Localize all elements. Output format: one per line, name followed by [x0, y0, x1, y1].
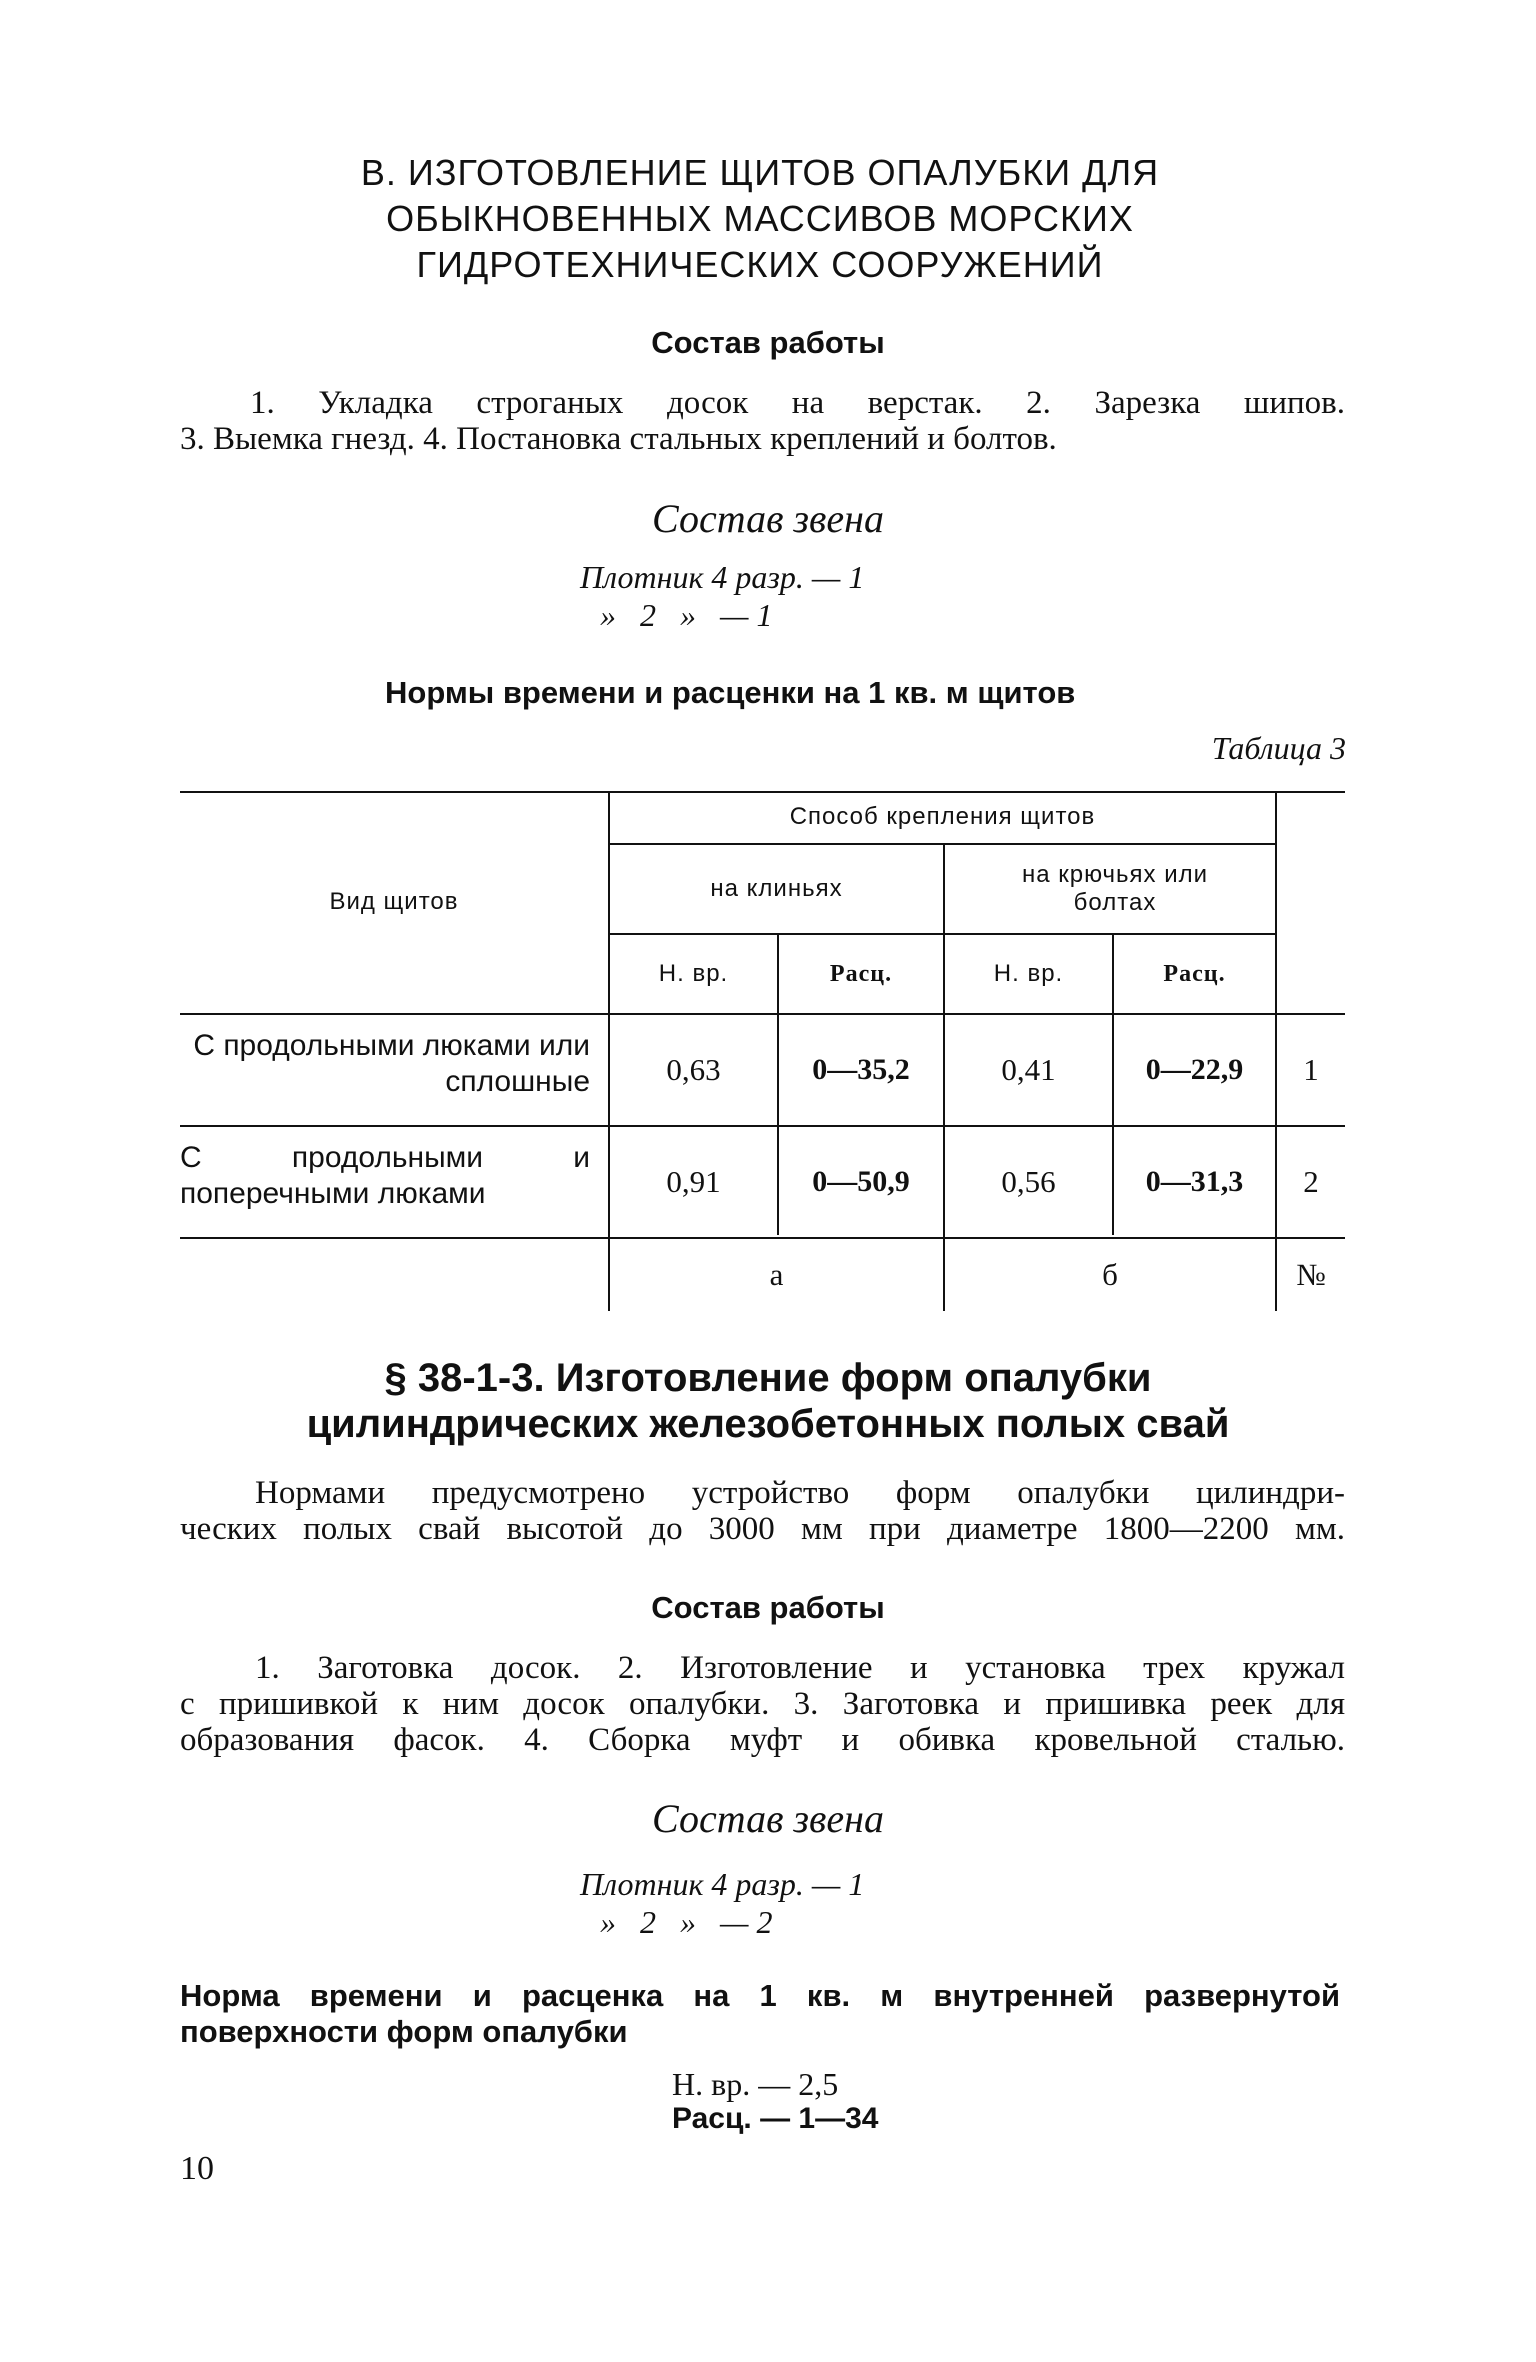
time-norm: Н. вр. — 2,5	[672, 2066, 839, 2102]
header-rate-a: Расц.	[829, 960, 893, 987]
row-2-time-b: 0,56	[1001, 1164, 1056, 1199]
work-composition-text	[180, 385, 1345, 457]
header-rate-b: Расц.	[1163, 960, 1226, 987]
heading-line: В. ИЗГОТОВЛЕНИЕ ЩИТОВ ОПАЛУБКИ ДЛЯ	[360, 152, 1160, 193]
crew-list	[580, 558, 980, 634]
text-line: 1. Укладка строганых досок на верстак. 2. Зарезка шипов.	[250, 385, 1345, 421]
norms-table	[180, 785, 1345, 1315]
text-line: 1. Заготовка досок. 2. Изготовление и установка трех кружал	[255, 1650, 1345, 1686]
crew-line: Плотник 4 разр. — 1	[580, 1866, 865, 1902]
header-type: Вид щитов	[329, 888, 459, 915]
heading-line: цилиндрических железобетонных полых свай	[306, 1402, 1230, 1446]
text-line: ческих полых свай высотой до 3000 мм при диаметре 1800—2200 мм.	[180, 1511, 1345, 1547]
table-label: Таблица 3	[1211, 730, 1346, 766]
paragraph-38-1-3-heading	[0, 1355, 1536, 1447]
header-time-a: Н. вр.	[658, 960, 729, 987]
crew-list-2	[580, 1865, 980, 1941]
header-time-b: Н. вр.	[993, 960, 1064, 987]
row-1-rate-b: 0—22,9	[1145, 1053, 1244, 1086]
text-line: Норма времени и расценка на 1 кв. м внутренней развернутой	[180, 1978, 1340, 2013]
footer-a: а	[769, 1257, 784, 1292]
text-line: с пришивкой к ним досок опалубки. 3. Заготовка и пришивка реек для	[180, 1686, 1345, 1722]
heading-line: § 38-1-3. Изготовление форм опалубки	[384, 1356, 1152, 1400]
section-b-heading	[180, 150, 1340, 288]
footer-b: б	[1102, 1257, 1118, 1292]
work-composition-title: Состав работы	[651, 325, 885, 360]
row-1-number: 1	[1303, 1052, 1319, 1087]
row-2-rate-b: 0—31,3	[1145, 1165, 1244, 1198]
crew-composition-title-2: Состав звена	[651, 1796, 884, 1841]
crew-line: » 2 » — 1	[600, 597, 773, 633]
work-composition-text-2	[180, 1650, 1345, 1758]
row-2-number: 2	[1303, 1164, 1319, 1199]
row-2-rate-a: 0—50,9	[812, 1165, 910, 1198]
crew-composition-title: Состав звена	[651, 496, 884, 541]
header-wedges: на клиньях	[710, 875, 843, 902]
row-name-text: С продольными люками или сплошные	[193, 1029, 590, 1098]
heading-line: ГИДРОТЕХНИЧЕСКИХ СООРУЖЕНИЙ	[416, 244, 1104, 285]
header-hooks: на крючьях или болтах	[1021, 861, 1209, 916]
text-line: Нормами предусмотрено устройство форм опалубки цилиндри-	[255, 1475, 1345, 1511]
norm-title-2	[180, 1978, 1340, 2050]
row-1-rate-a: 0—35,2	[812, 1053, 910, 1086]
row-2-time-a: 0,91	[666, 1164, 721, 1199]
footer-number: №	[1296, 1257, 1326, 1292]
crew-line: Плотник 4 разр. — 1	[580, 559, 865, 595]
intro-text	[180, 1475, 1345, 1547]
text-line: образования фасок. 4. Сборка муфт и обивка кровельной сталью.	[180, 1722, 1345, 1758]
rate-value: Расц. — 1—34	[672, 2102, 879, 2135]
crew-line: » 2 » — 2	[600, 1904, 773, 1940]
row-2-name	[180, 1140, 590, 1212]
row-1-time-a: 0,63	[666, 1052, 721, 1087]
row-1-name	[180, 1028, 590, 1100]
row-name-text: С продольными и поперечными люками	[180, 1141, 590, 1210]
header-method: Способ крепления щитов	[789, 803, 1096, 830]
text-line: поверхности форм опалубки	[180, 2014, 628, 2049]
work-composition-title-2: Состав работы	[651, 1590, 885, 1625]
text-line: 3. Выемка гнезд. 4. Постановка стальных креплений и болтов.	[180, 421, 1057, 457]
norm-title: Нормы времени и расценки на 1 кв. м щитов	[385, 675, 1076, 710]
row-1-time-b: 0,41	[1001, 1052, 1056, 1087]
heading-line: ОБЫКНОВЕННЫХ МАССИВОВ МОРСКИХ	[386, 198, 1134, 239]
page-number: 10	[180, 2150, 214, 2187]
